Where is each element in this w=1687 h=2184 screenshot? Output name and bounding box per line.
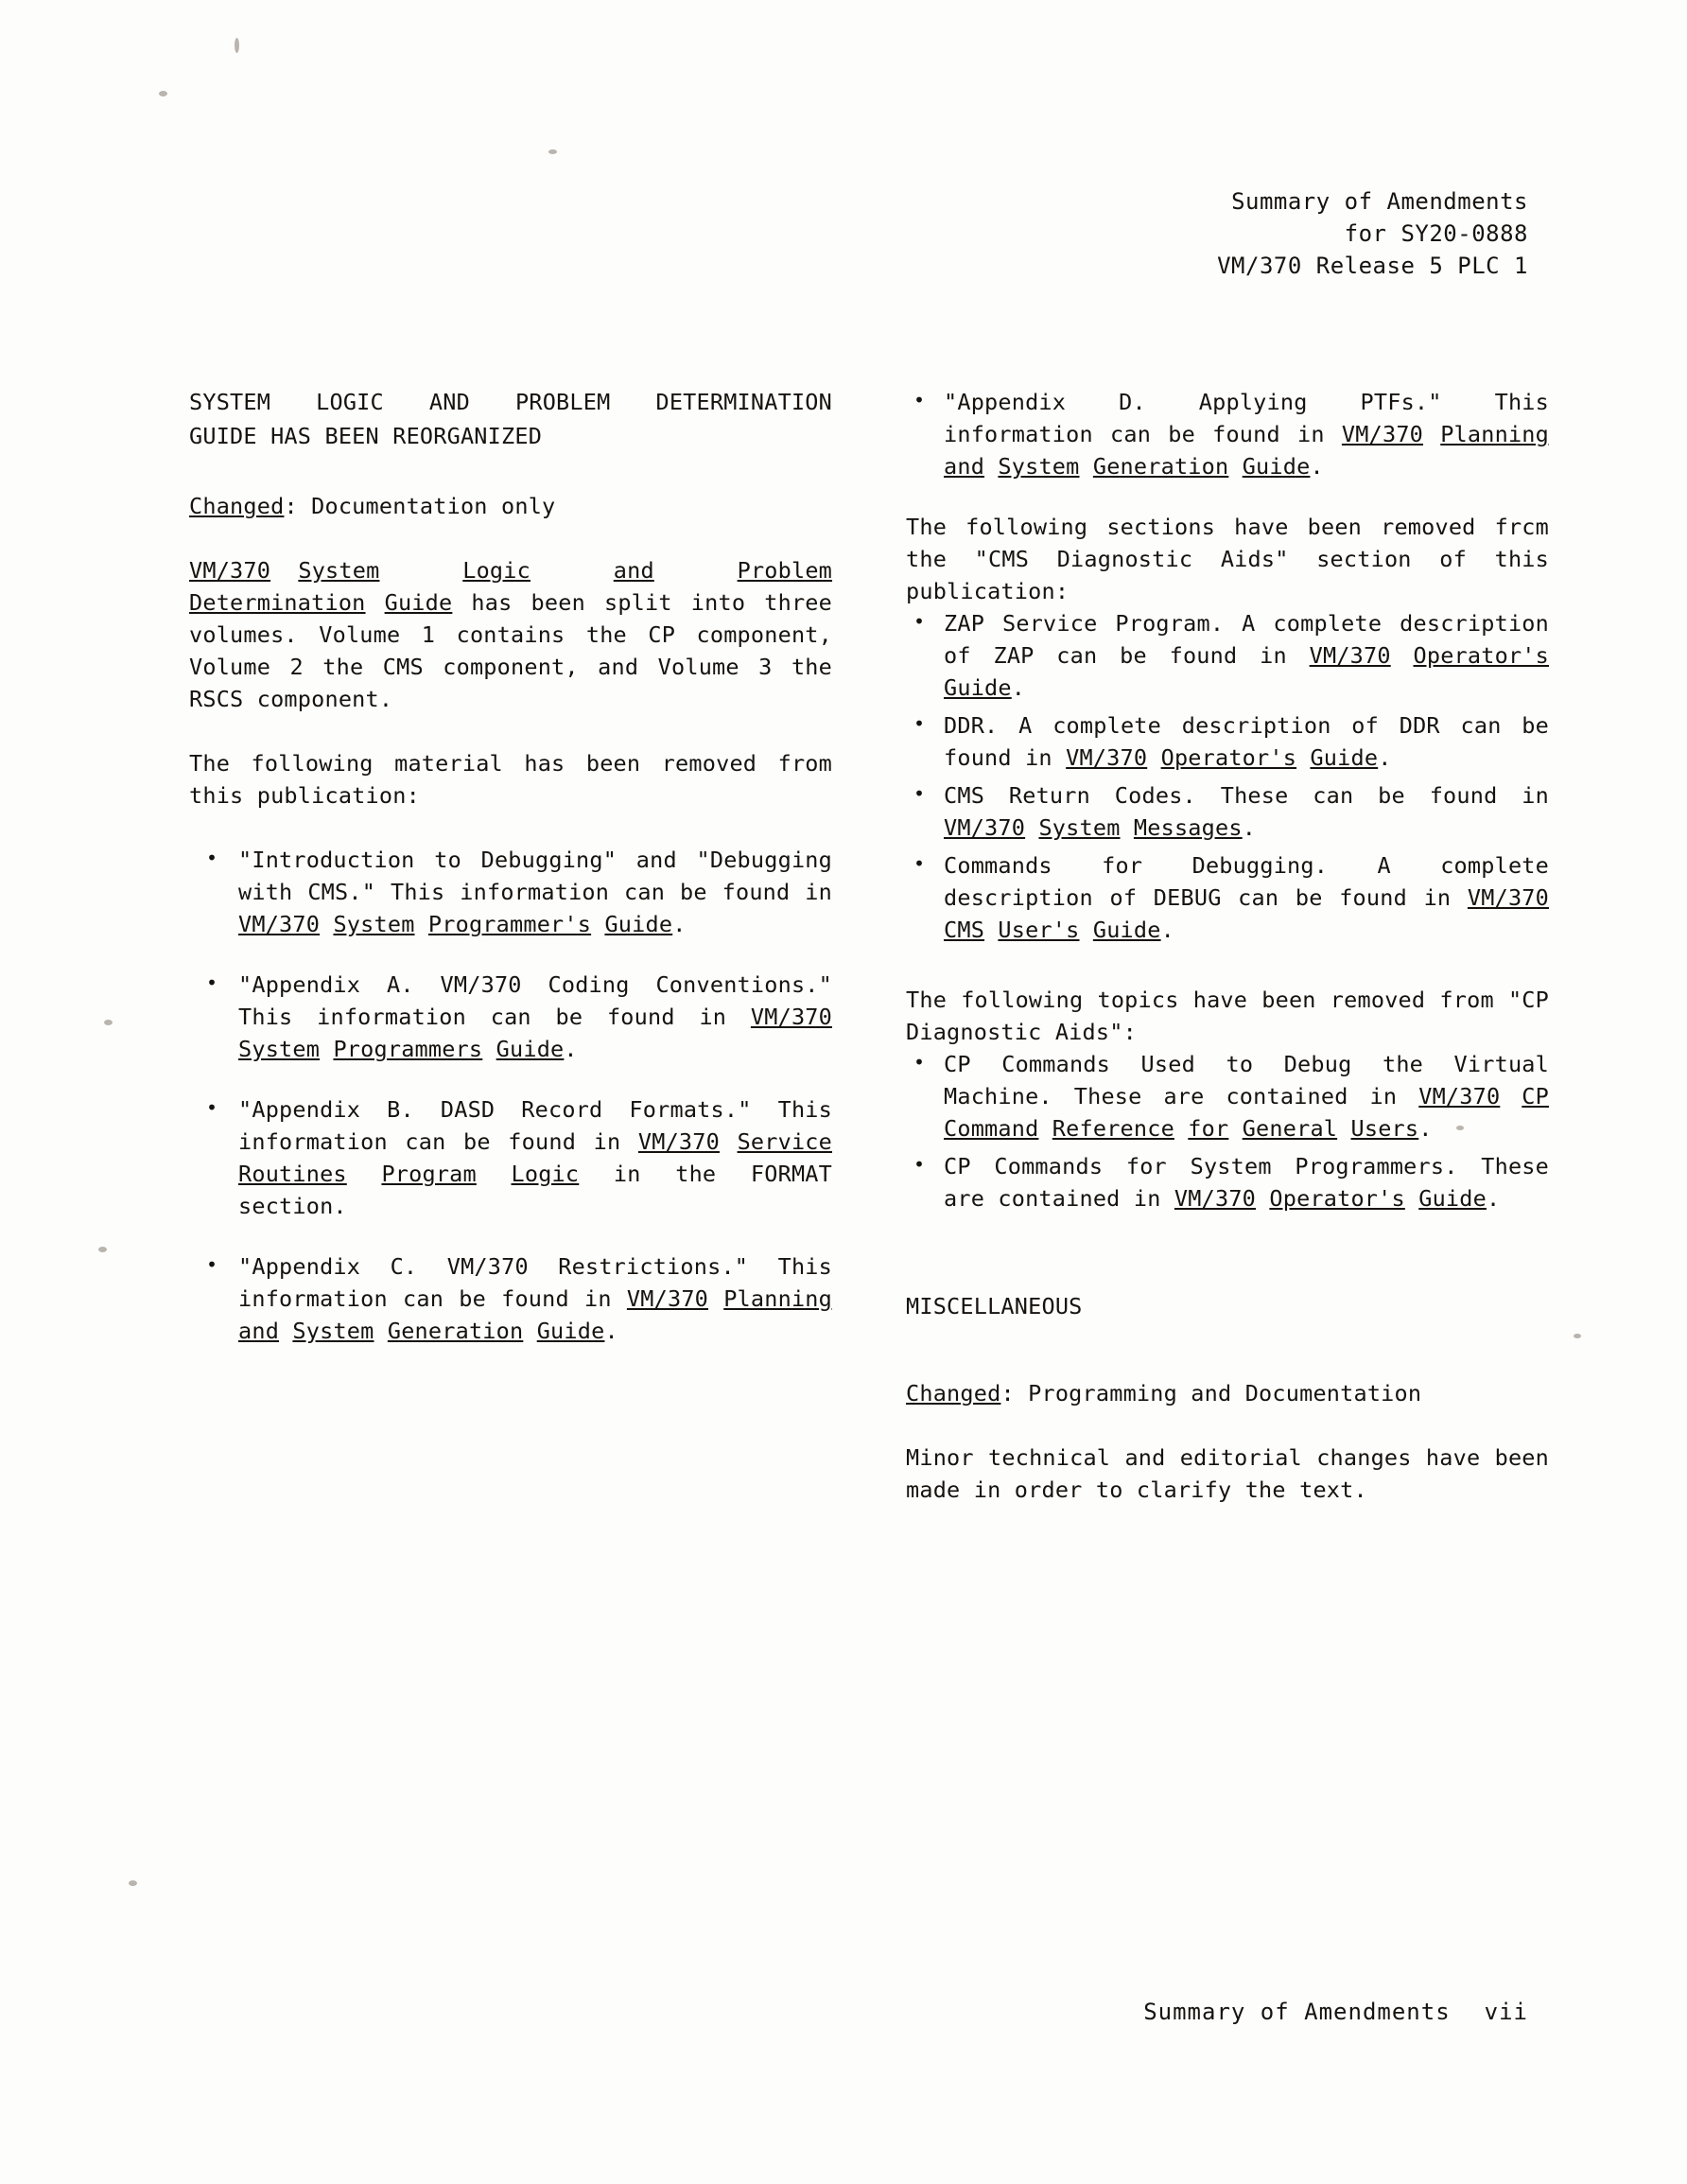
section-heading-line-1: SYSTEM LOGIC AND PROBLEM DETERMINATION: [189, 389, 832, 415]
ref-operators: Operator's: [1269, 1185, 1405, 1212]
ref-operators: Operator's: [1413, 642, 1549, 669]
ref-guide: Guide: [1242, 453, 1311, 480]
header-line-3: VM/370 Release 5 PLC 1: [1217, 253, 1528, 279]
footer-text: Summary of Amendments: [1143, 1999, 1451, 2025]
ref-cp: CP: [1522, 1083, 1549, 1109]
scan-speck: [235, 38, 239, 53]
ref-problem: Problem: [737, 557, 833, 584]
ref-programmers: Programmers: [333, 1036, 483, 1062]
page-footer: [1143, 1999, 1528, 2025]
bullet-text-after: .: [604, 1318, 618, 1344]
ref-planning: Planning: [723, 1285, 832, 1312]
ref-vm370: VM/370: [189, 557, 271, 584]
bullet-text-before: Commands for Debugging. A complete description of DEBUG can be found in: [944, 852, 1549, 911]
ref-generation: Generation: [1092, 453, 1229, 480]
cp-removed-list: [906, 1048, 1549, 1214]
page-header: [1217, 185, 1528, 282]
ref-guide: Guide: [496, 1036, 565, 1062]
ref-reference: Reference: [1052, 1115, 1174, 1142]
changed-label-paragraph: [189, 490, 832, 522]
bullet-text-after: in the FORMAT section.: [238, 1161, 832, 1219]
changed-text: : Documentation only: [284, 493, 556, 519]
list-item: [906, 607, 1549, 704]
ref-vm370: VM/370: [626, 1285, 709, 1312]
scan-speck: [548, 149, 557, 154]
ref-vm370: VM/370: [1174, 1185, 1257, 1212]
ref-operators: Operator's: [1160, 744, 1297, 771]
ref-users: User's: [998, 917, 1080, 943]
ref-vm370: VM/370: [637, 1128, 720, 1155]
bullet-text-after: .: [1486, 1185, 1501, 1212]
list-item: [906, 849, 1549, 946]
ref-vm370: VM/370: [1341, 421, 1424, 447]
bullet-text-before: "Appendix D. Applying PTFs." This information can be found in: [944, 389, 1549, 447]
list-item: [906, 1150, 1549, 1214]
ref-generation: Generation: [387, 1318, 524, 1344]
scan-speck: [1574, 1334, 1581, 1338]
ref-vm370: VM/370: [750, 1004, 832, 1030]
list-item: [189, 844, 832, 940]
ref-messages: Messages: [1133, 814, 1243, 841]
bullet-text-before: CMS Return Codes. These can be found in: [944, 782, 1549, 809]
ref-guide: Guide: [604, 911, 673, 937]
list-item: [906, 386, 1549, 482]
bullet-text-before: DDR. A complete description of DDR can be found in: [944, 712, 1549, 771]
two-column-body: [189, 386, 1551, 1506]
list-item: [906, 1048, 1549, 1144]
ref-logic: Logic: [511, 1161, 580, 1187]
ref-guide: Guide: [384, 589, 453, 616]
bullet-text-before: ZAP Service Program. A complete description of ZAP can be found in: [944, 610, 1549, 669]
cms-removed-list: [906, 607, 1549, 946]
ref-planning: Planning: [1440, 421, 1549, 447]
ref-vm370: VM/370: [1066, 744, 1148, 771]
bullet-text-before: CP Commands for System Programmers. These are contained in: [944, 1153, 1549, 1212]
ref-cms: CMS: [944, 917, 985, 943]
ref-determination: Determination: [189, 589, 366, 616]
scan-speck: [98, 1247, 107, 1252]
ref-system: System: [298, 557, 380, 584]
ref-system: System: [998, 453, 1080, 480]
ref-guide: Guide: [536, 1318, 605, 1344]
ref-system: System: [333, 911, 415, 937]
ref-vm370: VM/370: [238, 911, 321, 937]
ref-and: and: [613, 557, 654, 584]
ref-service: Service: [737, 1128, 832, 1155]
list-item: [189, 1250, 832, 1347]
section-heading-line-2: GUIDE HAS BEEN REORGANIZED: [189, 423, 543, 449]
bullet-text-after: .: [1418, 1115, 1433, 1142]
header-line-1: Summary of Amendments: [1231, 188, 1528, 215]
bullet-text-before: "Appendix B. DASD Record Formats." This information can be found in: [238, 1096, 832, 1155]
cp-removed-intro: The following topics have been removed from "CP Diagnostic Aids":: [906, 987, 1549, 1045]
ref-programmers: Programmer's: [427, 911, 592, 937]
ref-and: and: [238, 1318, 280, 1344]
bullet-text-after: .: [1378, 744, 1392, 771]
bullet-text-after: .: [564, 1036, 578, 1062]
bullet-text-after: .: [1310, 453, 1324, 480]
misc-paragraph: Minor technical and editorial changes have been made in order to clarify the text.: [906, 1444, 1549, 1503]
left-column: [189, 386, 832, 1506]
ref-guide: Guide: [944, 674, 1012, 701]
ref-vm370: VM/370: [1418, 1083, 1501, 1109]
removed-material-list: [189, 844, 832, 1347]
misc-changed-text: : Programming and Documentation: [1000, 1380, 1422, 1406]
bullet-text-before: "Appendix A. VM/370 Coding Conventions." This information can be found in: [238, 971, 832, 1030]
changed-label: Changed: [189, 493, 285, 519]
scan-speck: [129, 1880, 137, 1886]
ref-system: System: [292, 1318, 374, 1344]
ptf-bullet-list: [906, 386, 1549, 482]
list-item: [906, 709, 1549, 774]
bullet-text-before: CP Commands Used to Debug the Virtual Machine. These are contained in: [944, 1051, 1549, 1109]
misc-changed-paragraph: [906, 1377, 1549, 1409]
bullet-text-before: "Appendix C. VM/370 Restrictions." This information can be found in: [238, 1253, 832, 1312]
scan-speck: [159, 91, 167, 96]
bullet-text-before: "Introduction to Debugging" and "Debugging with CMS." This information can be found in: [238, 847, 832, 905]
ref-users: Users: [1350, 1115, 1419, 1142]
header-line-2: for SY20-0888: [1344, 220, 1528, 247]
ref-logic: Logic: [462, 557, 530, 584]
list-item: [906, 779, 1549, 844]
removed-material-intro: The following material has been removed from this publication:: [189, 750, 832, 809]
ref-guide: Guide: [1418, 1185, 1487, 1212]
misc-heading: MISCELLANEOUS: [906, 1293, 1083, 1319]
ref-vm370: VM/370: [944, 814, 1026, 841]
misc-changed-label: Changed: [906, 1380, 1001, 1406]
scan-speck: [104, 1020, 113, 1025]
list-item: [189, 1093, 832, 1222]
ref-command: Command: [944, 1115, 1039, 1142]
bullet-text-after: .: [1242, 814, 1257, 841]
ref-guide: Guide: [1310, 744, 1379, 771]
bullet-text-after: .: [1160, 917, 1174, 943]
bullet-text-after: .: [672, 911, 687, 937]
ref-routines: Routines: [238, 1161, 347, 1187]
right-column: [906, 386, 1549, 1506]
ref-and: and: [944, 453, 985, 480]
ref-program: Program: [381, 1161, 477, 1187]
ref-for: for: [1188, 1115, 1229, 1142]
intro-rest: has been split into three volumes. Volume 1 contains the CP component, Volume 2 the CMS component, and Volume 3 the RSCS component.: [189, 589, 832, 712]
list-item: [189, 969, 832, 1065]
ref-guide: Guide: [1092, 917, 1161, 943]
ref-vm370: VM/370: [1309, 642, 1391, 669]
page-number: vii: [1484, 1999, 1528, 2025]
intro-paragraph: [189, 554, 832, 715]
ref-general: General: [1242, 1115, 1338, 1142]
ref-vm370: VM/370: [1467, 884, 1549, 911]
bullet-text-after: .: [1011, 674, 1026, 701]
cms-removed-intro: The following sections have been removed frcm the "CMS Diagnostic Aids" section of this publication:: [906, 514, 1549, 604]
ref-system: System: [238, 1036, 321, 1062]
ref-system: System: [1038, 814, 1121, 841]
